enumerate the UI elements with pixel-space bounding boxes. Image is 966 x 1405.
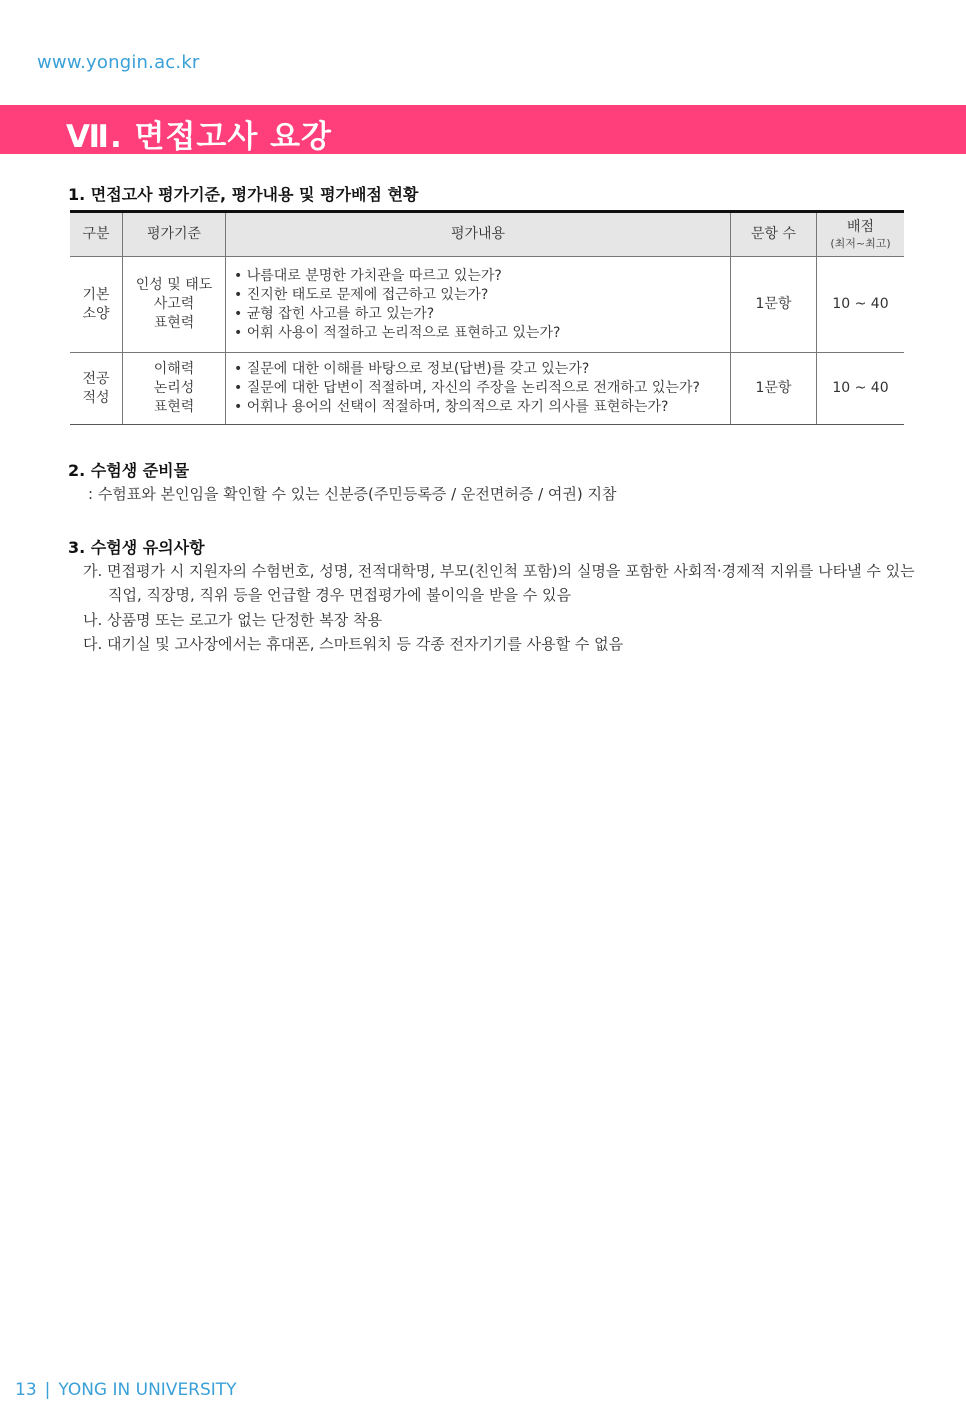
notice-item: 다. 대기실 및 고사장에서는 휴대폰, 스마트워치 등 각종 전자기기를 사용할 수 없음 bbox=[83, 635, 624, 653]
site-url[interactable]: www.yongin.ac.kr bbox=[37, 52, 200, 73]
row1-content-item: • 어휘 사용이 적절하고 논리적으로 표현하고 있는가? bbox=[234, 324, 561, 341]
evaluation-table bbox=[70, 210, 904, 425]
row1-criteria bbox=[123, 257, 226, 352]
row2-criteria-line: 표현력 bbox=[153, 399, 195, 415]
section2-text: : 수험표와 본인임을 확인할 수 있는 신분증(주민등록증 / 운전면허증 / 여권) 지참 bbox=[88, 485, 617, 503]
section1-title: 1. 면접고사 평가기준, 평가내용 및 평가배점 현황 bbox=[68, 185, 419, 204]
row1-content-item: • 진지한 태도로 문제에 접근하고 있는가? bbox=[234, 286, 489, 303]
chapter-title: Ⅶ. 면접고사 요강 bbox=[66, 119, 332, 155]
header-score bbox=[817, 213, 904, 256]
page-footer bbox=[15, 1380, 237, 1400]
chapter-banner bbox=[0, 105, 966, 154]
footer-university: YONG IN UNIVERSITY bbox=[58, 1380, 237, 1400]
header-category: 구분 bbox=[70, 213, 123, 256]
notice-item: 가. 면접평가 시 지원자의 수험번호, 성명, 전적대학명, 부모(친인척 포함)의 실명을 포함한 사회적·경제적 지위를 나타낼 수 있는 bbox=[83, 562, 915, 580]
footer-separator: | bbox=[44, 1380, 51, 1400]
header-questions: 문항 수 bbox=[731, 213, 817, 256]
row1-questions: 1문항 bbox=[731, 257, 817, 352]
header-content: 평가내용 bbox=[226, 213, 731, 256]
header-score-sub: (최저~최고) bbox=[830, 237, 891, 250]
row1-category-line: 소양 bbox=[82, 305, 110, 322]
row1-content-item: • 나름대로 분명한 가치관을 따르고 있는가? bbox=[234, 267, 502, 284]
row2-content bbox=[226, 353, 731, 424]
row2-content-item: • 질문에 대한 답변이 적절하며, 자신의 주장을 논리적으로 전개하고 있는가? bbox=[234, 380, 700, 396]
row2-category-line: 적성 bbox=[82, 389, 110, 406]
row1-category bbox=[70, 257, 123, 352]
row2-criteria-line: 논리성 bbox=[153, 380, 195, 396]
row2-criteria bbox=[123, 353, 226, 424]
table-row bbox=[70, 257, 904, 353]
row2-content-item: • 어휘나 용어의 선택이 적절하며, 창의적으로 자기 의사를 표현하는가? bbox=[234, 399, 669, 415]
row2-category bbox=[70, 353, 123, 424]
header-score-label: 배점 bbox=[846, 219, 875, 235]
row1-category-line: 기본 bbox=[82, 286, 110, 303]
row2-category-line: 전공 bbox=[82, 370, 110, 387]
section2-title: 2. 수험생 준비물 bbox=[68, 461, 190, 480]
row2-score: 10 ~ 40 bbox=[832, 380, 889, 396]
row1-criteria-line: 인성 및 태도 bbox=[135, 277, 213, 293]
row1-criteria-line: 사고력 bbox=[153, 296, 195, 312]
notice-item: 나. 상품명 또는 로고가 없는 단정한 복장 착용 bbox=[83, 611, 382, 629]
table-row bbox=[70, 353, 904, 424]
row1-criteria-line: 표현력 bbox=[153, 315, 195, 331]
row1-score: 10 ~ 40 bbox=[832, 296, 889, 312]
header-criteria: 평가기준 bbox=[123, 213, 226, 256]
section3-title: 3. 수험생 유의사항 bbox=[68, 538, 205, 557]
table-header-row bbox=[70, 213, 904, 257]
page-number: 13 bbox=[15, 1380, 37, 1400]
row1-content-item: • 균형 잡힌 사고를 하고 있는가? bbox=[234, 305, 435, 322]
notice-item-continued: 직업, 직장명, 직위 등을 언급할 경우 면접평가에 불이익을 받을 수 있음 bbox=[108, 586, 571, 604]
row2-criteria-line: 이해력 bbox=[153, 361, 195, 377]
row2-content-item: • 질문에 대한 이해를 바탕으로 정보(답변)를 갖고 있는가? bbox=[234, 361, 590, 377]
row2-questions: 1문항 bbox=[731, 353, 817, 424]
row1-content bbox=[226, 257, 731, 352]
